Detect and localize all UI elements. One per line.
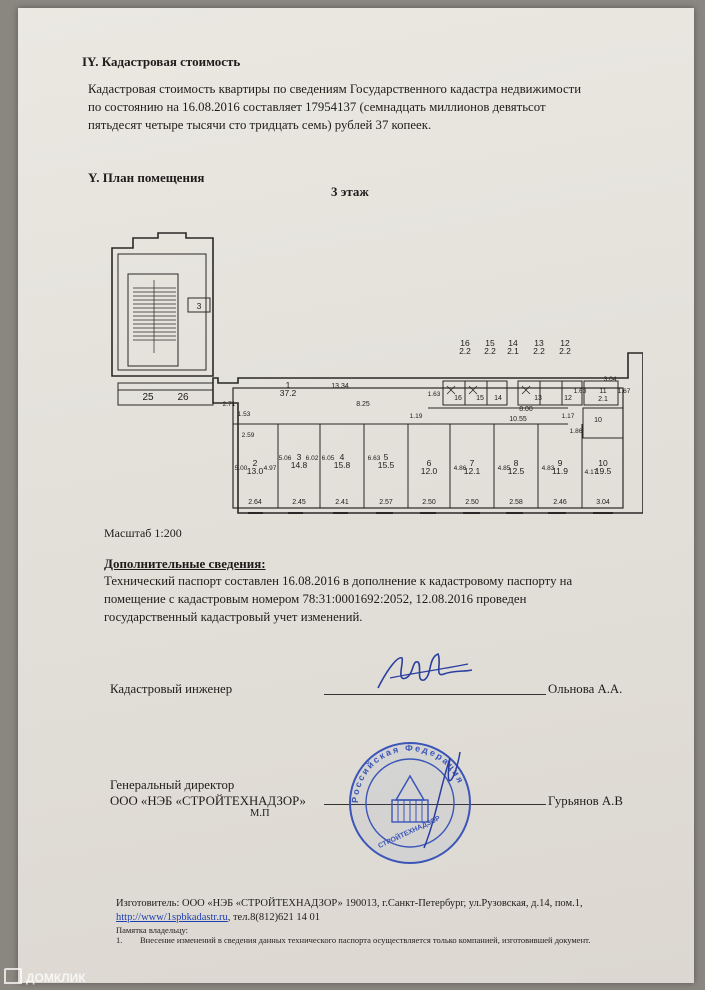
- additional-info-line-1: Технический паспорт составлен 16.08.2016 в дополнение к кадастровому паспорту на: [104, 574, 573, 588]
- room-height-4: 6.02: [305, 455, 319, 462]
- stair-label-3: 3: [196, 301, 202, 311]
- dim-1-67: 1.67: [617, 388, 631, 395]
- room-4-num: 4: [339, 452, 345, 462]
- room-height-1: 5.00: [234, 465, 248, 472]
- wc-label-14-area: 2.1: [507, 346, 519, 356]
- wc-label-14-num: 14: [508, 338, 518, 348]
- room-height-2: 4.97: [263, 465, 277, 472]
- engineer-role: Кадастровый инженер: [110, 682, 233, 696]
- room-4-area: 15.8: [333, 460, 351, 470]
- footer-memo-title: Памятка владельцу:: [116, 925, 188, 935]
- wc-label-16-num: 16: [460, 338, 470, 348]
- room-6-area: 12.0: [420, 466, 438, 476]
- room-5-width: 2.57: [379, 499, 393, 506]
- room-4-width: 2.41: [335, 499, 349, 506]
- floor-label: 3 этаж: [331, 184, 369, 199]
- wc-label-15-num: 15: [485, 338, 495, 348]
- room-height-5: 6.05: [321, 455, 335, 462]
- room-9-num: 9: [557, 458, 563, 468]
- cadastral-value-line-1: Кадастровая стоимость квартиры по сведениям Государственного кадастра недвижимости: [88, 82, 582, 96]
- footer-url-link[interactable]: http://www/1spbkadastr.ru: [116, 912, 228, 923]
- wc-label-16-area: 2.2: [459, 346, 471, 356]
- footer-contacts: [116, 912, 320, 923]
- room-10-width: 3.04: [596, 499, 610, 506]
- room-5-num: 5: [383, 452, 389, 462]
- domclick-watermark: ДОМКЛИК: [4, 968, 86, 985]
- room-3-area: 14.8: [290, 460, 308, 470]
- room-10-area: 19.5: [594, 466, 612, 476]
- cadastral-value-line-2: по состоянию на 16.08.2016 составляет 17954137 (семнадцать миллионов девятьсот: [88, 100, 546, 114]
- room-9-area: 11.9: [552, 466, 568, 476]
- dim-1-63-a: 1.63: [427, 391, 441, 398]
- section-floor-plan-heading: Y. План помещения: [88, 170, 205, 185]
- wc-room-13: 13: [534, 395, 542, 402]
- director-name: Гурьянов А.В: [548, 794, 623, 808]
- wc-room-15: 15: [476, 395, 484, 402]
- room-10-num: 10: [598, 458, 608, 468]
- wc-label-13-num: 13: [534, 338, 544, 348]
- footer-phone: , тел.8(812)621 14 01: [227, 912, 321, 923]
- engineer-name: Ольнова А.А.: [548, 682, 623, 696]
- corridor-dim-2: 8.25: [356, 401, 370, 408]
- corridor-area: 37.2: [279, 388, 297, 398]
- wc-label-12-area: 2.2: [559, 346, 571, 356]
- wc-label-12-num: 12: [560, 338, 570, 348]
- domclick-logo-icon: [4, 968, 22, 984]
- additional-info-line-2: помещение с кадастровым номером 78:31:0001692:2052, 12.08.2016 проведен: [104, 592, 527, 606]
- dim-3-04: 3.04: [603, 376, 617, 383]
- wc-room-16: 16: [454, 395, 462, 402]
- room-8-area: 12.5: [507, 466, 525, 476]
- room-8-width: 2.58: [509, 499, 523, 506]
- footer-memo-text: Внесение изменений в сведения данных технического паспорта осуществляется только компанией, изготовившей документ.: [140, 935, 591, 945]
- corridor-length: 13.34: [331, 383, 349, 390]
- dim-1-86: 1.86: [569, 428, 583, 435]
- company-stamp-icon: [340, 738, 480, 868]
- room-8-num: 8: [513, 458, 519, 468]
- footer-memo-number: 1.: [116, 935, 123, 945]
- room-2-num: 2: [252, 458, 258, 468]
- additional-info-heading: Дополнительные сведения:: [104, 556, 266, 571]
- stair-label-25: 25: [142, 392, 154, 403]
- document-page: [18, 8, 694, 983]
- dim-1-19: 1.19: [409, 413, 423, 420]
- room-2-area: 13.0: [246, 466, 264, 476]
- wc-label-15-area: 2.2: [484, 346, 496, 356]
- wc-room-11: 11: [599, 388, 607, 395]
- scale-label: Масштаб 1:200: [104, 526, 182, 540]
- floor-plan-drawing: [98, 228, 643, 528]
- stamp-place-label: М.П: [250, 808, 270, 819]
- room-height-10: 4.17: [584, 469, 598, 476]
- section-cadastral-value-heading: IY. Кадастровая стоимость: [82, 54, 241, 69]
- dim-1-53: 1.53: [237, 411, 251, 418]
- room-7-area: 12.1: [463, 466, 481, 476]
- director-org: ООО «НЭБ «СТРОЙТЕХНАДЗОР»: [110, 794, 306, 808]
- room-7-num: 7: [469, 458, 475, 468]
- room-height-7: 4.86: [453, 465, 467, 472]
- corridor-dim-3: 8.00: [519, 406, 533, 413]
- dim-1-17: 1.17: [561, 413, 575, 420]
- additional-info-line-3: государственный кадастровый учет изменений.: [104, 610, 363, 624]
- room-height-9: 4.83: [541, 465, 555, 472]
- corridor-num: 1: [285, 380, 291, 390]
- room-height-6: 6.63: [367, 455, 381, 462]
- corridor-dim-4: 10.55: [509, 416, 527, 423]
- svg-text:Российская Федерация: Российская Федерация: [349, 742, 467, 804]
- stamp-center-text: СТРОЙТЕХНАДЗОР: [377, 815, 442, 851]
- room-6-width: 2.50: [422, 499, 436, 506]
- room-height-3: 5.06: [278, 455, 292, 462]
- room-11-area: 2.1: [598, 396, 608, 403]
- room-6-num: 6: [426, 458, 432, 468]
- room-9-width: 2.46: [553, 499, 567, 506]
- room-5-area: 15.5: [377, 460, 395, 470]
- room-height-8: 4.85: [497, 465, 511, 472]
- room-3-width: 2.45: [292, 499, 306, 506]
- wc-label-13-area: 2.2: [533, 346, 545, 356]
- wc-room-12: 12: [564, 395, 572, 402]
- cadastral-value-line-3: пятьдесят четыре тысячи сто тридцать семь) рублей 37 копеек.: [88, 118, 432, 132]
- room-7-width: 2.50: [465, 499, 479, 506]
- dim-2-71: 2.71: [222, 401, 236, 408]
- stair-label-26: 26: [177, 392, 189, 403]
- dim-1-63-b: 1.63: [573, 388, 587, 395]
- room-3-num: 3: [296, 452, 302, 462]
- dim-2-59: 2.59: [241, 432, 255, 439]
- room-2-width: 2.64: [248, 499, 262, 506]
- room-10-small-label: 10: [594, 417, 602, 424]
- director-role: Генеральный директор: [110, 778, 235, 792]
- footer-maker: Изготовитель: ООО «НЭБ «СТРОЙТЕХНАДЗОР» 190013, г.Санкт-Петербург, ул.Рузовская, д.14, пом.1,: [116, 898, 583, 909]
- wc-room-14: 14: [494, 395, 502, 402]
- engineer-signature-icon: [368, 648, 478, 698]
